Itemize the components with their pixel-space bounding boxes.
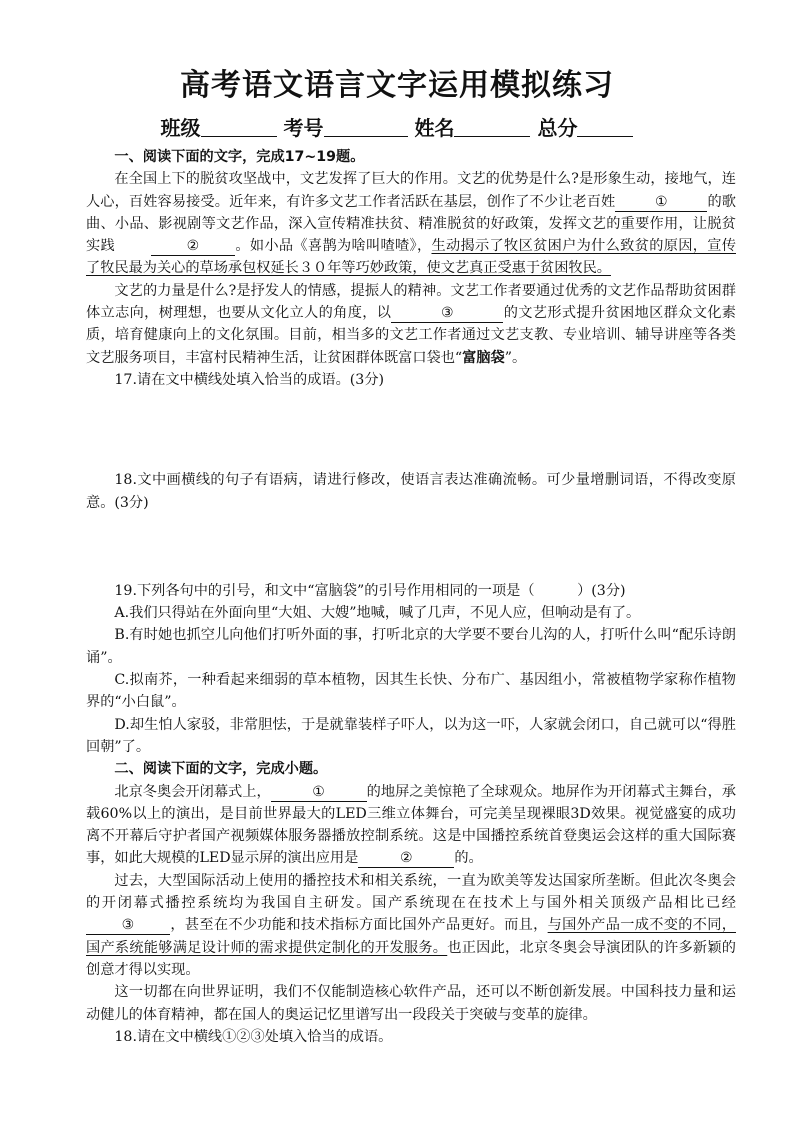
section2-paragraph-1: 北京冬奥会开闭幕式上， ① 的地屏之美惊艳了全球观众。地屏作为开闭幕式主舞台，承载60%以上的演出，是目前世界最大的LED三维立体舞台，可完美呈现裸眼3D效果。视觉盛宴的成功离不开幕后守护者国产视频媒体服务器播放控制系统。这是中国播控系统首登奥运会这样的重大国际赛事，如此大规模的LED显示屏的演出应用是 ② 的。 [86,783,736,867]
blank-s2-2[interactable]: ② [358,849,454,868]
section1-heading: 一、阅读下面的文字，完成17~19题。 [114,149,365,165]
option-b[interactable]: B.有时她也抓空儿向他们打听外面的事，打听北京的大学要不要台儿沟的人，打听什么叫“配乐诗朗诵”。 [86,627,736,666]
answer-space-18[interactable] [86,514,736,580]
document-body [86,146,736,1048]
page-title: 高考语文语言文字运用模拟练习 [180,68,614,103]
blank-2[interactable]: ② [151,237,235,256]
name-label: 姓名 [414,116,455,140]
section1-paragraph-2: 文艺的力量是什么?是抒发人的情感，提振人的精神。文艺工作者要通过优秀的文艺作品帮助贫困群体立志向，树理想，也要从文化立人的角度，以 ③ 的文艺形式提升贫困地区群众文化素质，培育健康向上的文化氛围。目前，相当多的文艺工作者通过文艺支教、专业培训、辅导讲座等各类文艺服务项目，丰富村民精神生活，让贫困群体既富口袋也“富脑袋”。 [86,282,736,366]
question-19: 19.下列各句中的引号，和文中“富脑袋”的引号作用相同的一项是（ ）(3分) [114,582,626,599]
option-c[interactable]: C.拟南芥，一种看起来细弱的草本植物，因其生长快、分布广、基因组小，常被植物学家称作植物界的“小白鼠”。 [86,672,736,711]
faulty-sentence-2: 与国外产品一成不变的不同，国产系统能够满足设计师的需求提供定制化的开发服务。 [86,917,736,956]
score-blank[interactable] [577,118,633,137]
question-18: 18.文中画横线的句子有语病，请进行修改，使语言表达准确流畅。可少量增删词语，不得改变原意。(3分) [86,472,736,511]
quoted-term: 富脑袋 [462,349,505,366]
student-info-line [0,112,794,141]
option-d[interactable]: D.却生怕人家驳，非常胆怯，于是就靠装样子吓人，以为这一吓，人家就会闭口，自己就可以“得胜回朝”了。 [86,716,736,755]
class-label: 班级 [160,116,201,140]
blank-s2-1[interactable]: ① [271,783,367,802]
question-18-section2: 18.请在文中横线①②③处填入恰当的成语。 [114,1028,393,1045]
number-blank[interactable] [324,118,408,137]
section1-paragraph-1: 在全国上下的脱贫攻坚战中，文艺发挥了巨大的作用。文艺的优势是什么?是形象生动，接地气，连人心，百姓容易接受。近年来，有许多文艺工作者活跃在基层，创作了不少让老百姓 ① 的歌曲、小品、影视剧等文艺作品，深入宣传精准扶贫、精准脱贫的好政策，发挥文艺的重要作用，让脱贫实践 ② 。如小品《喜鹊为啥叫喳喳》，生动揭示了牧区贫困户为什么致贫的原因，宣传了牧民最为关心的草场承包权延长３０年等巧妙政策，使文艺真正受惠于贫困牧民。 [86,171,736,277]
question-17: 17.请在文中横线处填入恰当的成语。(3分) [114,371,385,388]
number-label: 考号 [283,116,324,140]
option-a[interactable]: A.我们只得站在外面向里“大姐、大嫂”地喊，喊了几声，不见人应，但响动是有了。 [114,605,641,622]
section2-paragraph-2: 过去，大型国际活动上使用的播控技术和相关系统，一直为欧美等发达国家所垄断。但此次冬奥会的开闭幕式播控系统均为我国自主研发。国产系统现在在技术上与国外相关顶级产品相比已经③ ，甚至在不少功能和技术指标方面比国外产品更好。而且，与国外产品一成不变的不同，国产系统能够满足设计师的需求提供定制化的开发服务。也正因此，北京冬奥会导演团队的许多新颖的创意才得以实现。 [86,872,736,978]
score-label: 总分 [537,116,578,140]
class-blank[interactable] [201,118,277,137]
blank-s2-3[interactable]: ③ [86,916,170,935]
name-blank[interactable] [454,118,530,137]
section2-paragraph-3: 这一切都在向世界证明，我们不仅能制造核心软件产品，还可以不断创新发展。中国科技力量和运动健儿的体育精神，都在国人的奥运记忆里谱写出一段段关于突破与变革的旋律。 [86,984,736,1023]
answer-space-17[interactable] [86,391,736,469]
blank-1[interactable]: ① [615,193,707,212]
blank-3[interactable]: ③ [391,304,503,323]
section2-heading: 二、阅读下面的文字，完成小题。 [114,761,328,778]
faulty-sentence: 生动揭示了牧区贫困户为什么致贫的原因，宣传了牧民最为关心的草场承包权延长３０年等巧妙政策，使文艺真正受惠于贫困牧民。 [86,238,736,277]
